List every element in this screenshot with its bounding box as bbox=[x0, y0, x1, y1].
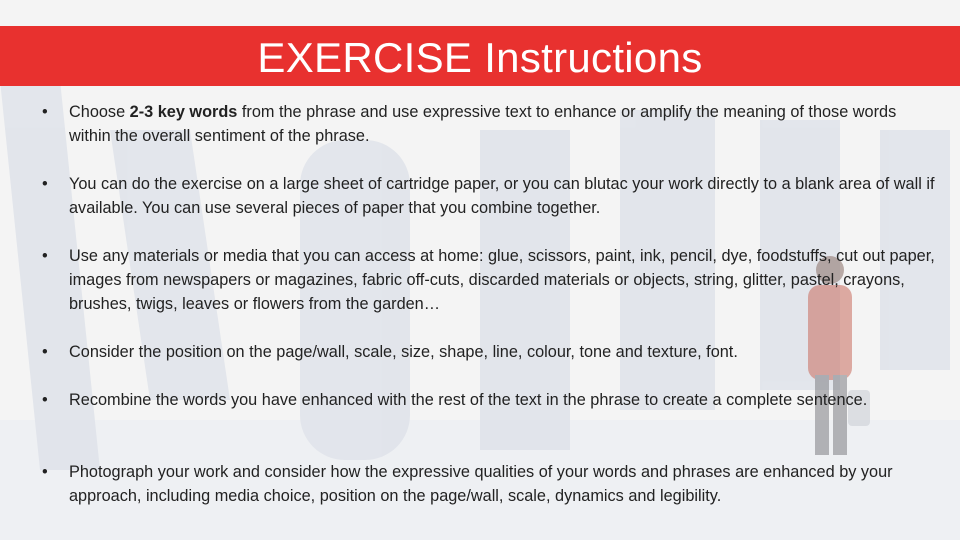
bullet-icon: • bbox=[42, 463, 48, 481]
bullet-icon: • bbox=[42, 175, 48, 193]
instruction-bullet bbox=[42, 100, 942, 148]
instruction-text: Photograph your work and consider how the expressive qualities of your words and phrases are enhanced by your approach, including media choice, position on the page/wall, scale, dynamics and legibility. bbox=[69, 463, 893, 505]
instruction-text: Recombine the words you have enhanced with the rest of the text in the phrase to create a complete sentence. bbox=[69, 391, 868, 409]
instruction-text-part: from the phrase and use expressive text to enhance or amplify the meaning of those words within the overall sentiment of the phrase. bbox=[69, 103, 897, 145]
bullet-icon: • bbox=[42, 391, 48, 409]
instruction-bullet bbox=[42, 244, 942, 316]
instruction-text-part: Choose bbox=[69, 103, 130, 121]
slide-title: EXERCISE Instructions bbox=[257, 34, 703, 81]
instruction-text: Consider the position on the page/wall, scale, size, shape, line, colour, tone and texture, font. bbox=[69, 343, 738, 361]
bullet-icon: • bbox=[42, 247, 48, 265]
instruction-text: You can do the exercise on a large sheet of cartridge paper, or you can blutac your work directly to a blank area of wall if available. You can use several pieces of paper that you combine together. bbox=[69, 175, 935, 217]
instruction-bullet bbox=[42, 388, 942, 412]
instruction-text bbox=[69, 100, 942, 148]
bullet-icon: • bbox=[42, 103, 48, 121]
instruction-bullet bbox=[42, 340, 942, 364]
instruction-bullet bbox=[42, 460, 942, 508]
instruction-bullet bbox=[42, 172, 942, 220]
bullet-icon: • bbox=[42, 343, 48, 361]
instruction-text: Use any materials or media that you can access at home: glue, scissors, paint, ink, pencil, dye, foodstuffs, cut out paper, images from newspapers or magazines, fabric off-cuts, discarded materials or objects, string, glitter, pastel, crayons, brushes, twigs, leaves or flowers from the garden… bbox=[69, 247, 935, 313]
key-words-emphasis: 2-3 key words bbox=[129, 103, 238, 121]
